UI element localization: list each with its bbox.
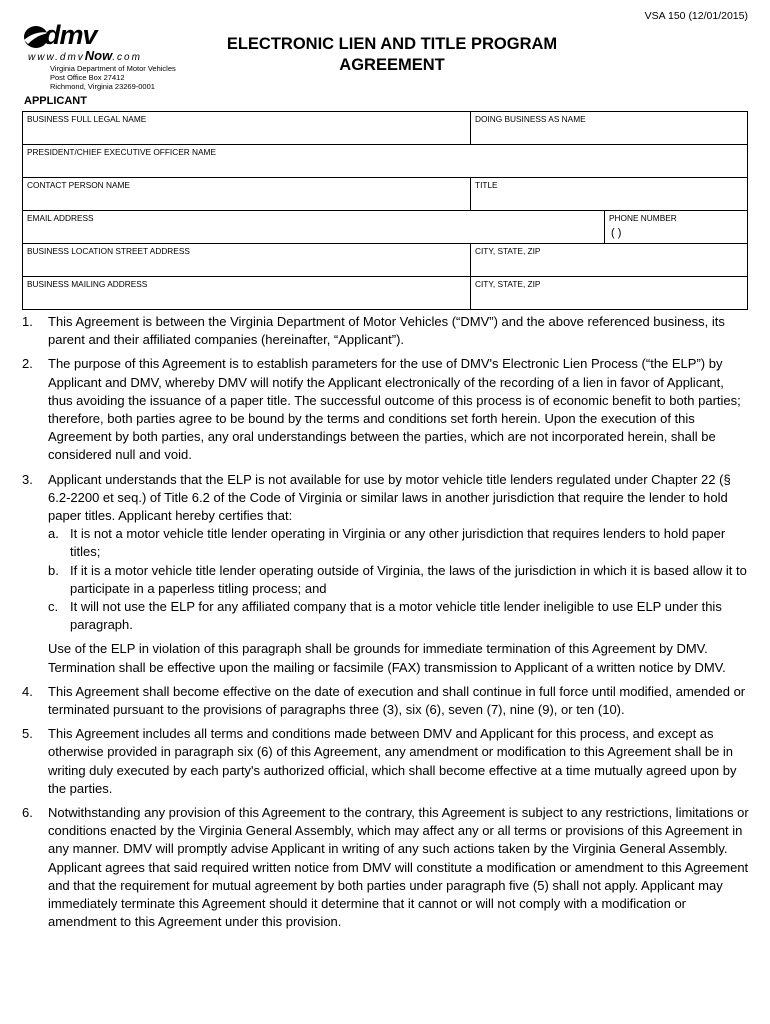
logo-dmv-text: dmv bbox=[44, 20, 97, 50]
mailing-city-state-zip-field[interactable]: CITY, STATE, ZIP bbox=[471, 277, 748, 310]
term-1: 1. This Agreement is between the Virginia Department of Motor Vehicles (“DMV”) and the above referenced business, its parent and their affiliated companies (hereinafter, “Applicant”). bbox=[22, 314, 725, 348]
phone-number-field[interactable]: PHONE NUMBER ( ) bbox=[605, 211, 748, 244]
contact-person-field[interactable]: CONTACT PERSON NAME bbox=[23, 178, 471, 211]
doing-business-as-field[interactable]: DOING BUSINESS AS NAME bbox=[471, 112, 748, 145]
mailing-address-field[interactable]: BUSINESS MAILING ADDRESS bbox=[23, 277, 471, 310]
location-address-field[interactable]: BUSINESS LOCATION STREET ADDRESS bbox=[23, 244, 471, 277]
form-number: VSA 150 (12/01/2015) bbox=[644, 10, 748, 22]
business-legal-name-field[interactable]: BUSINESS FULL LEGAL NAME bbox=[23, 112, 471, 145]
president-ceo-name-field[interactable]: PRESIDENT/CHIEF EXECUTIVE OFFICER NAME bbox=[23, 145, 748, 178]
email-address-field[interactable]: EMAIL ADDRESS bbox=[23, 211, 605, 244]
term-3c: c. It will not use the ELP for any affiliated company that is a motor vehicle title lender ineligible to use ELP under this paragraph. bbox=[48, 599, 722, 633]
term-5: 5. This Agreement includes all terms and conditions made between DMV and Applicant for this process, and except as otherwise provided in paragraph six (6) of this Agreement, any amendment or modification to this Agreement shall be in writing duly executed by each party's authorized official, which shall become effective at a time mutually agreed upon by the parties. bbox=[22, 726, 737, 796]
logo-web-address: www.dmvNow.com bbox=[28, 48, 142, 63]
applicant-form bbox=[22, 111, 748, 310]
term-4: 4. This Agreement shall become effective on the date of execution and shall continue in full force until modified, amended or terminated pursuant to the provisions of paragraphs three (3), six (6), seven (7), nine (9), or ten (10). bbox=[22, 683, 746, 718]
term-3-closing: Use of the ELP in violation of this paragraph shall be grounds for immediate termination of this Agreement by DMV. Termination shall be effective upon the mailing or facsimile (FAX) transmission to Applicant of a written notice by DMV. bbox=[48, 641, 726, 675]
term-3: 3. Applicant understands that the ELP is not available for use by motor vehicle title lenders regulated under Chapter 22 (§ 6.2-2200 et seq.) of Title 6.2 of the Code of Virginia or similar laws in another jurisdiction that require the lender to hold paper titles. Applicant hereby certifies that: a. It is not a motor vehicle title lender operating in Virginia or any other jurisdiction that requires lenders to hold paper titles; b. If it is a motor vehicle title lender operating outside of Virginia, the laws of the jurisdiction in which it is based allow it to participate in a paperless titling process; and c. It will not use the ELP for any affiliated company that is a motor vehicle title lender ineligible to use ELP under this paragraph. Use of the ELP in violation of this paragraph shall be grounds for immediate termination of this Agreement by DMV. Termination shall be effective upon the mailing or facsimile (FAX) transmission to Applicant of a written notice by DMV. bbox=[22, 471, 750, 677]
location-city-state-zip-field[interactable]: CITY, STATE, ZIP bbox=[471, 244, 748, 277]
title-field[interactable]: TITLE bbox=[471, 178, 748, 211]
section-heading-applicant: APPLICANT bbox=[24, 95, 87, 107]
agency-address: Virginia Department of Motor Vehicles Post Office Box 27412 Richmond, Virginia 23269-0001 bbox=[50, 64, 176, 91]
term-2: 2. The purpose of this Agreement is to establish parameters for the use of DMV's Electronic Lien Process (“the ELP”) by Applicant and DMV, whereby DMV will notify the Applicant electronically of the recording of a lien in favor of Applicant, thus avoiding the issuance of a paper title. The successful outcome of this process is of economic benefit to both parties; therefore, both parties agree to be bound by the terms and conditions set forth herein. Upon the execution of this Agreement by both parties, any oral understandings between the parties, which are not incorporated herein, shall be considered null and void. bbox=[22, 356, 741, 463]
document-title: ELECTRONIC LIEN AND TITLE PROGRAM AGREEMENT bbox=[226, 35, 558, 74]
agreement-terms bbox=[22, 313, 750, 938]
term-3b: b. If it is a motor vehicle title lender operating outside of Virginia, the laws of the jurisdiction in which it is based allow it to participate in a paperless titling process; and bbox=[48, 562, 747, 596]
term-6: 6. Notwithstanding any provision of this Agreement to the contrary, this Agreement is subject to any restrictions, limitations or conditions enacted by the Virginia General Assembly, which may affect any or all terms or provisions of this Agreement in any manner. DMV will promptly advise Applicant in writing of any such actions taken by the Virginia General Assembly. Applicant agrees that said required written notice from DMV will constitute a modification or amendment to this Agreement and that the requirement for mutual agreement by both parties under paragraph five (5) shall not apply. Applicant may immediately terminate this Agreement should it determine that it cannot or will not comply with a modification or amendment to this Agreement under this provision. bbox=[22, 805, 749, 930]
term-3a: a. It is not a motor vehicle title lender operating in Virginia or any other jurisdiction that requires lenders to hold paper titles; bbox=[48, 526, 726, 560]
